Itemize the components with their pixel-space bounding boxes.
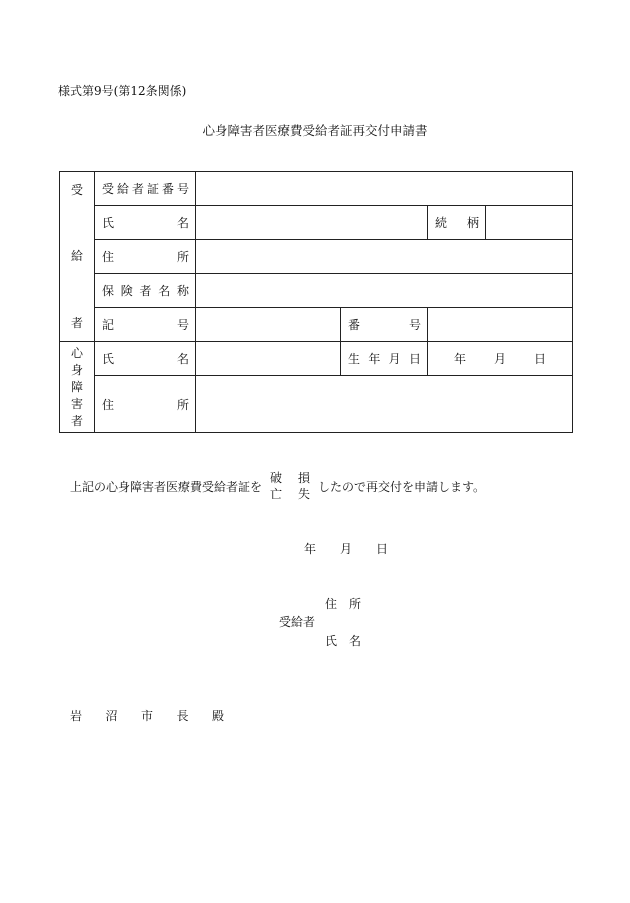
recipient-address-field[interactable] <box>196 240 573 274</box>
relationship-field[interactable] <box>486 206 573 240</box>
disabled-address-field[interactable] <box>196 376 573 433</box>
birth-date-label: 生年月日 <box>341 342 428 376</box>
row-insurer-name <box>60 274 573 308</box>
statement-prefix: 上記の心身障害者医療費受給者証を <box>70 480 263 494</box>
number-label: 番号 <box>341 308 428 342</box>
applicant-name-label: 氏 名 <box>325 634 361 648</box>
row-symbol-number <box>60 308 573 342</box>
symbol-label: 記号 <box>95 308 196 342</box>
relationship-label: 続柄 <box>428 206 486 240</box>
applicant-address-label: 住 所 <box>325 597 361 611</box>
row-disabled-name <box>60 342 573 376</box>
addressee: 岩 沼 市 長 殿 <box>70 709 224 723</box>
row-certificate-number <box>60 172 573 206</box>
recipient-name-field[interactable] <box>196 206 428 240</box>
insurer-name-label: 保険者名称 <box>95 274 196 308</box>
recipient-name-label: 氏名 <box>95 206 196 240</box>
choice-lost[interactable]: 亡 失 <box>270 487 310 501</box>
disabled-name-field[interactable] <box>196 342 341 376</box>
application-form-table <box>59 171 573 433</box>
insurer-name-field[interactable] <box>196 274 573 308</box>
statement-suffix: したので再交付を申請します。 <box>318 480 486 494</box>
symbol-field[interactable] <box>196 308 341 342</box>
form-reference: 様式第9号(第12条関係) <box>58 84 187 98</box>
application-date[interactable]: 年 月 日 <box>304 542 388 556</box>
disabled-name-label: 氏名 <box>95 342 196 376</box>
row-recipient-name <box>60 206 573 240</box>
choice-damaged[interactable]: 破 損 <box>270 471 310 485</box>
certificate-number-field[interactable] <box>196 172 573 206</box>
disabled-person-group-label: 心 身 障 害 者 <box>60 342 95 433</box>
number-field[interactable] <box>428 308 573 342</box>
applicant-group-label: 受給者 <box>279 615 316 629</box>
recipient-group-label: 受 給 者 <box>60 172 95 342</box>
birth-date-field[interactable]: 年 月 日 <box>428 342 573 376</box>
reason-choice[interactable] <box>270 470 310 502</box>
row-disabled-address <box>60 376 573 433</box>
disabled-address-label: 住所 <box>95 376 196 433</box>
row-recipient-address <box>60 240 573 274</box>
document-title: 心身障害者医療費受給者証再交付申請書 <box>202 123 428 138</box>
recipient-address-label: 住所 <box>95 240 196 274</box>
certificate-number-label: 受給者証番号 <box>95 172 196 206</box>
